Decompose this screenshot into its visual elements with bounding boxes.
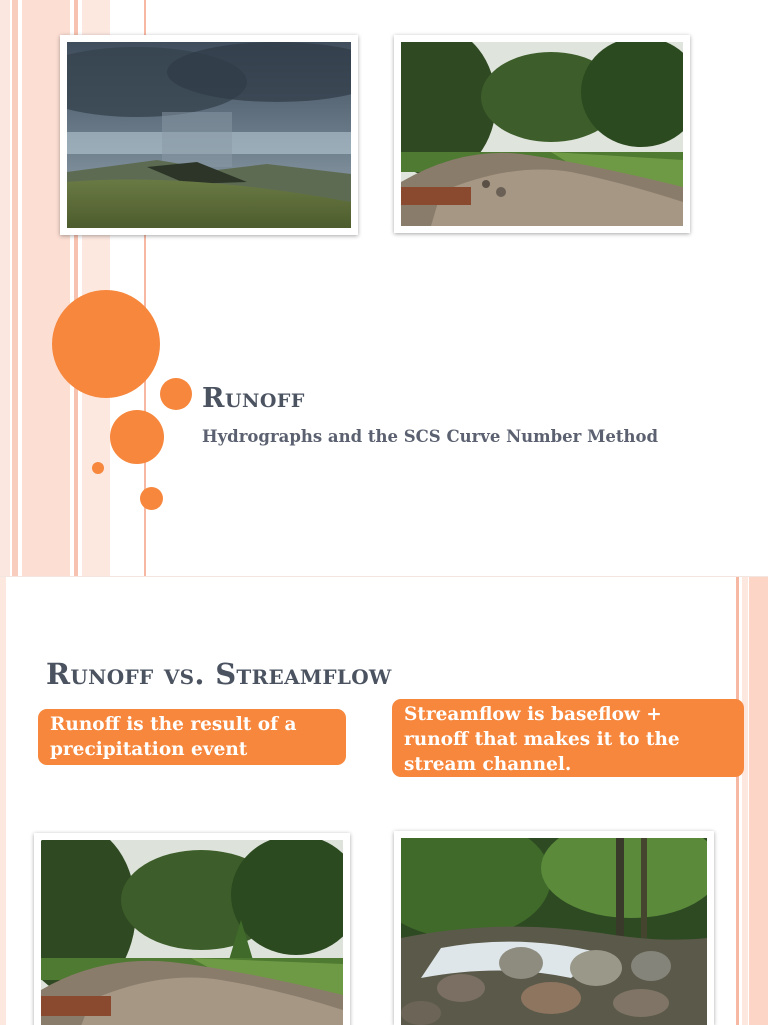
flooded-stream-image [41, 840, 343, 1025]
decor-circle [110, 410, 164, 464]
decor-circle [92, 462, 104, 474]
slide-title: Runoff vs. Streamflow [46, 657, 392, 691]
flooded-stream-photo [34, 833, 350, 1025]
rain-storm-image [67, 42, 351, 228]
slide-subtitle: Hydrographs and the SCS Curve Number Method [202, 427, 659, 446]
decor-circle [140, 487, 163, 510]
decor-stripe [12, 0, 18, 576]
content-slide [0, 576, 768, 1025]
decor-circle [160, 378, 192, 410]
streamflow-callout: Streamflow is baseflow + runoff that makes it to the stream channel. [392, 699, 744, 777]
runoff-callout: Runoff is the result of a precipitation event [38, 709, 346, 765]
flooded-stream-photo [394, 35, 690, 233]
decor-stripe [749, 577, 768, 1025]
flooded-stream-image [401, 42, 683, 226]
decor-stripe [742, 577, 748, 1025]
rain-storm-photo [60, 35, 358, 235]
decor-stripe [0, 577, 6, 1025]
slide-title: Runoff [202, 383, 305, 414]
decor-circle-large [52, 290, 160, 398]
decor-stripe [0, 0, 10, 576]
rocky-stream-photo [394, 831, 714, 1025]
rocky-stream-image [401, 838, 707, 1025]
decor-stripe [736, 577, 739, 1025]
